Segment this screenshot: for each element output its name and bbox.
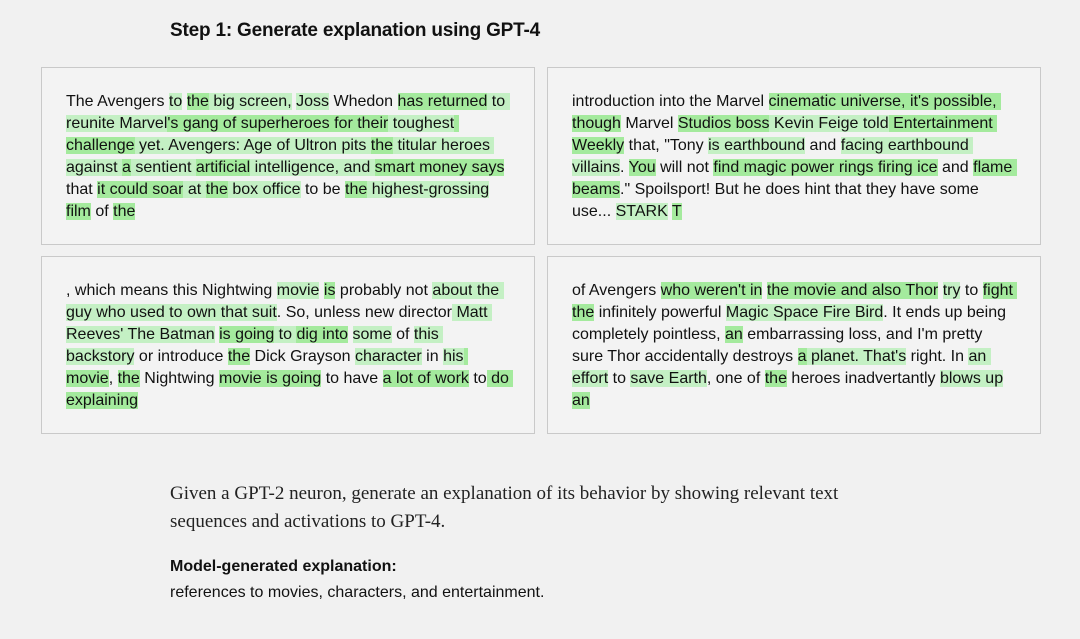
- highlighted-token: the: [370, 137, 394, 154]
- highlighted-token: planet. That's: [806, 348, 907, 365]
- token: and: [805, 137, 841, 154]
- highlighted-token: facing: [840, 137, 884, 154]
- highlighted-token: character: [355, 348, 422, 365]
- highlighted-token: STARK: [615, 203, 668, 220]
- token: in: [421, 348, 444, 365]
- token: or introduce: [134, 348, 228, 365]
- highlighted-token: the guy who used to own that suit: [66, 282, 504, 321]
- highlighted-token: some: [352, 326, 392, 343]
- highlighted-token: find magic power rings: [713, 159, 874, 176]
- token: antly: [901, 370, 940, 387]
- highlighted-token: yet. Avengers: Age of Ultron pits: [134, 137, 371, 154]
- highlighted-token: film: [66, 203, 91, 220]
- highlighted-token: cinematic universe, it's: [768, 93, 929, 110]
- step-title: Step 1: Generate explanation using GPT-4: [170, 20, 540, 41]
- description-text: Given a GPT-2 neuron, generate an explanation of its behavior by showing relevant text sequences and activations to GPT-4.: [170, 483, 839, 532]
- highlighted-token: movie: [66, 348, 468, 387]
- token: will not: [655, 159, 714, 176]
- highlighted-token: flame beams: [572, 159, 1017, 198]
- highlighted-token: the: [113, 203, 136, 220]
- highlighted-token: is earthbound: [708, 137, 806, 154]
- token: introduction into the Marvel: [572, 93, 769, 110]
- token: to have: [321, 370, 383, 387]
- token: [348, 326, 352, 343]
- highlighted-token: is: [323, 282, 336, 299]
- highlighted-token: a: [122, 159, 131, 176]
- token: [489, 181, 493, 198]
- highlighted-token: earthbound villains: [572, 137, 974, 176]
- token: ,: [108, 370, 118, 387]
- highlighted-token: do explaining: [66, 370, 514, 409]
- explanation-label: Model-generated explanation:: [170, 558, 397, 575]
- highlighted-token: to reunite Marvel: [66, 93, 510, 132]
- token: [1003, 370, 1007, 387]
- token: to: [960, 282, 979, 299]
- token: . So, unless new director: [276, 304, 452, 321]
- token: to: [468, 370, 487, 387]
- highlighted-token: the: [227, 348, 251, 365]
- token: ." Spoilsport! But he does hint: [620, 181, 831, 198]
- highlighted-token: heroes against: [66, 137, 495, 176]
- highlighted-token: save Earth: [630, 370, 707, 387]
- highlighted-token: the: [764, 370, 787, 387]
- token: Whedon: [329, 93, 398, 110]
- highlighted-token: T: [671, 203, 682, 220]
- highlighted-token: a lot of work: [382, 370, 469, 387]
- example-card-1: [41, 67, 535, 245]
- highlighted-token: an: [724, 326, 743, 343]
- token: , one of: [706, 370, 765, 387]
- token: Nightwing: [139, 370, 219, 387]
- highlighted-token: sentient: [130, 159, 196, 176]
- example-card-2: [547, 67, 1041, 245]
- highlighted-token: an effort: [572, 348, 991, 387]
- highlighted-token: a: [797, 348, 807, 365]
- token: . It ends: [883, 304, 941, 321]
- highlighted-token: an: [572, 392, 590, 409]
- token: heroes inadvert: [786, 370, 902, 387]
- token: and: [937, 159, 974, 176]
- highlighted-token: You: [628, 159, 656, 176]
- highlighted-token: artificial: [195, 159, 251, 176]
- highlighted-token: his: [443, 348, 464, 365]
- token: that they have some use...: [572, 181, 984, 220]
- highlighted-token: to: [168, 93, 183, 110]
- highlighted-token: intelligence, and: [250, 159, 375, 176]
- highlighted-token: it could soar: [97, 181, 184, 198]
- token: of: [391, 326, 414, 343]
- highlighted-token: smart: [374, 159, 415, 176]
- highlighted-token: the: [186, 93, 209, 110]
- highlighted-token: backstory: [66, 326, 444, 365]
- highlighted-token: money says: [414, 159, 505, 176]
- highlighted-token: titular: [393, 137, 437, 154]
- highlighted-token: fight the: [572, 282, 1018, 321]
- highlighted-token: dig into: [296, 326, 349, 343]
- highlighted-token: Magic Space Fire Bird: [725, 304, 884, 321]
- token: that, "Tony: [624, 137, 709, 154]
- highlighted-token: who weren't in: [660, 282, 763, 299]
- token: probably not: [335, 282, 433, 299]
- token: of: [90, 203, 114, 220]
- highlighted-token: Matt Reeves' The Batman: [66, 304, 493, 343]
- highlighted-token: the movie and also Thor: [766, 282, 939, 299]
- highlighted-token: the: [205, 181, 228, 198]
- highlighted-token: toughest: [388, 115, 455, 132]
- token: right. In: [906, 348, 969, 365]
- highlighted-token: about: [432, 282, 473, 299]
- token: of Avengers: [572, 282, 661, 299]
- token: Dick Grayson: [250, 348, 356, 365]
- highlighted-token: movie is going: [218, 370, 322, 387]
- example-card-4: [547, 256, 1041, 434]
- highlighted-token: blows up: [939, 370, 1004, 387]
- token: .: [620, 159, 629, 176]
- highlighted-token: possible, though: [572, 93, 1002, 132]
- highlighted-token: highest-grossing: [367, 181, 490, 198]
- token: Marvel: [620, 115, 678, 132]
- highlighted-token: is going: [219, 326, 275, 343]
- token: to be: [300, 181, 346, 198]
- example-cards: [41, 67, 1041, 434]
- example-card-3: [41, 256, 535, 434]
- explanation-text: references to movies, characters, and entertainment.: [170, 584, 545, 601]
- highlighted-token: box office: [227, 181, 301, 198]
- highlighted-token: this: [413, 326, 439, 343]
- highlighted-token: 's gang of superheroes for their: [167, 115, 389, 132]
- highlighted-token: big screen,: [208, 93, 292, 110]
- highlighted-token: Entertainment Weekly: [572, 115, 998, 154]
- highlighted-token: told: [858, 115, 889, 132]
- token: , which means this Nightwing: [66, 282, 277, 299]
- highlighted-token: the: [345, 181, 368, 198]
- highlighted-token: the: [117, 370, 140, 387]
- token: 'm pretty sure Thor accidentally destroys: [572, 326, 987, 365]
- token: up being completely pointless,: [572, 304, 1011, 343]
- highlighted-token: firing ice: [873, 159, 938, 176]
- highlighted-token: at: [183, 181, 206, 198]
- token: The Avengers: [66, 93, 169, 110]
- token: that: [66, 159, 509, 198]
- highlighted-token: Kevin Feige: [769, 115, 859, 132]
- token: infinitely powerful: [594, 304, 726, 321]
- highlighted-token: try: [942, 282, 961, 299]
- highlighted-token: to: [274, 326, 297, 343]
- token: to: [608, 370, 631, 387]
- highlighted-token: Studios boss: [677, 115, 770, 132]
- highlighted-token: challenge: [66, 115, 459, 154]
- highlighted-token: Joss: [296, 93, 330, 110]
- token: embarrassing loss, and I: [742, 326, 922, 343]
- highlighted-token: movie: [276, 282, 320, 299]
- highlighted-token: has returned: [397, 93, 488, 110]
